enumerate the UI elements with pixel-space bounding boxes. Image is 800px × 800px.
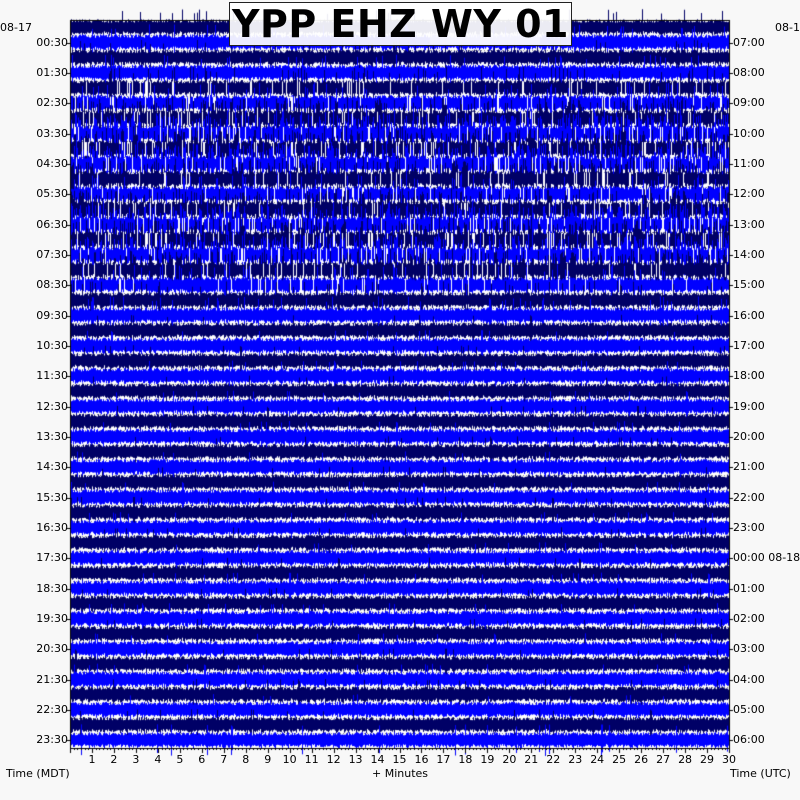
right-time-label: 10:00 [733,126,765,140]
left-time-label: 11:30 [36,369,68,383]
x-tick-label: 20 [502,753,517,766]
right-time-label: 11:00 [733,157,765,171]
x-tick-label: 24 [590,753,605,766]
right-time-label: 23:00 [733,521,765,535]
x-tick-label: 3 [132,753,140,766]
x-tick-label: 4 [154,753,162,766]
x-tick-label: 28 [678,753,693,766]
chart-title-text: YPP EHZ WY 01 [231,2,570,46]
x-tick-label: 21 [524,753,539,766]
left-time-label: 13:30 [36,430,68,444]
x-tick-label: 29 [700,753,715,766]
right-time-label: 08:00 [733,66,765,80]
left-time-label: 17:30 [36,551,68,565]
left-time-label: 04:30 [36,157,68,171]
left-time-label: 14:30 [36,460,68,474]
x-tick-label: 15 [392,753,407,766]
x-tick-label: 26 [634,753,649,766]
x-tick-label: 27 [656,753,671,766]
right-time-label: 05:00 [733,703,765,717]
x-tick-label: 13 [348,753,363,766]
right-time-label: 15:00 [733,278,765,292]
x-tick-label: 18 [458,753,473,766]
right-time-label: 16:00 [733,308,765,322]
x-tick-label: 12 [326,753,341,766]
y-axis-title-left: Time (MDT) [6,767,70,780]
right-time-label: 06:00 [733,733,765,747]
left-time-label: 05:30 [36,187,68,201]
left-time-label: 12:30 [36,399,68,413]
x-tick-label: 9 [264,753,272,766]
right-time-label: 21:00 [733,460,765,474]
left-time-label: 09:30 [36,308,68,322]
right-time-label: 14:00 [733,248,765,262]
right-time-label: 17:00 [733,339,765,353]
date-label-right: 08-1 [775,21,800,34]
x-tick-label: 19 [480,753,495,766]
x-tick-label: 1 [88,753,96,766]
right-time-label: 04:00 [733,672,765,686]
x-tick-label: 10 [282,753,297,766]
x-tick-label: 30 [722,753,736,766]
x-tick-label: 22 [546,753,561,766]
left-time-label: 02:30 [36,96,68,110]
x-tick-label: 17 [436,753,451,766]
left-time-label: 19:30 [36,612,68,626]
date-label-left: 08-17 [0,21,32,34]
left-time-label: 00:30 [36,35,68,49]
right-time-label: 07:00 [733,35,765,49]
x-tick-label: 11 [304,753,319,766]
right-time-label: 19:00 [733,399,765,413]
x-tick-label: 25 [612,753,627,766]
right-time-label: 01:00 [733,581,765,595]
right-time-label: 03:00 [733,642,765,656]
left-time-label: 01:30 [36,66,68,80]
right-time-label: 00:00 08-18 [733,551,800,565]
x-tick-label: 7 [220,753,228,766]
x-tick-label: 16 [414,753,429,766]
left-time-label: 18:30 [36,581,68,595]
right-time-label: 22:00 [733,490,765,504]
right-time-label: 09:00 [733,96,765,110]
x-tick-label: 14 [370,753,385,766]
left-time-label: 08:30 [36,278,68,292]
right-time-label: 20:00 [733,430,765,444]
right-time-label: 12:00 [733,187,765,201]
left-time-label: 06:30 [36,217,68,231]
left-time-label: 20:30 [36,642,68,656]
x-tick-label: 8 [242,753,250,766]
left-time-label: 22:30 [36,703,68,717]
left-time-label: 03:30 [36,126,68,140]
x-tick-label: 2 [110,753,118,766]
chart-title [229,2,572,46]
left-time-label: 15:30 [36,490,68,504]
right-time-label: 02:00 [733,612,765,626]
right-time-label: 13:00 [733,217,765,231]
x-tick-label: 6 [198,753,206,766]
left-time-label: 21:30 [36,672,68,686]
left-time-label: 23:30 [36,733,68,747]
x-axis-title: + Minutes [372,767,429,780]
left-time-label: 07:30 [36,248,68,262]
x-tick-label: 5 [176,753,184,766]
left-time-label: 16:30 [36,521,68,535]
y-axis-title-right: Time (UTC) [730,767,791,780]
x-tick-label: 23 [568,753,583,766]
right-time-label: 18:00 [733,369,765,383]
left-time-label: 10:30 [36,339,68,353]
